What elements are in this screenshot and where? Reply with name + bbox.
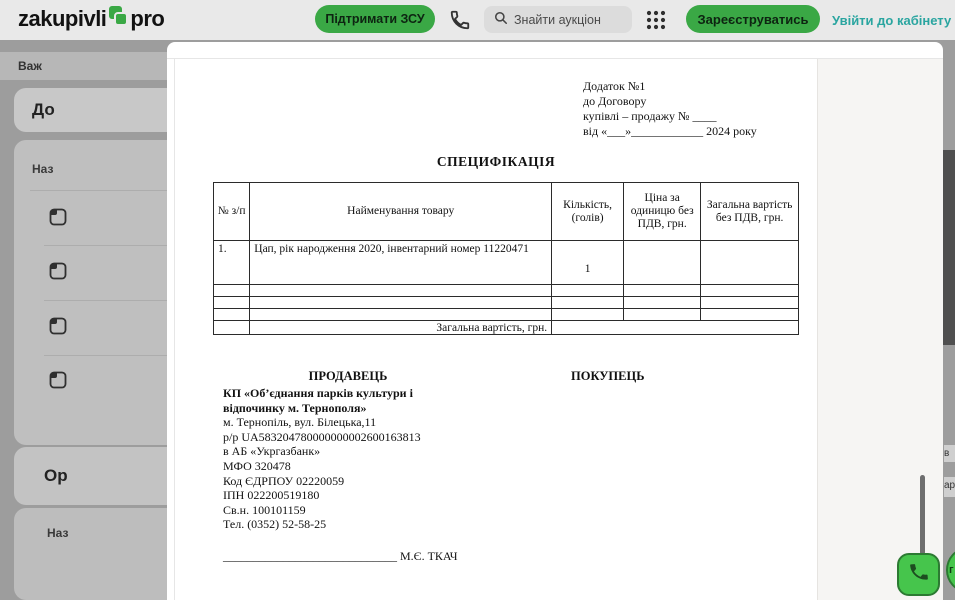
seller-line: м. Тернопіль, вул. Білецька,11: [223, 415, 377, 430]
specification-table: [213, 182, 799, 335]
total-value-cell: [552, 321, 799, 335]
phone-icon[interactable]: [449, 9, 471, 31]
table-row-empty: [214, 309, 799, 321]
cell-price: [624, 241, 701, 285]
documents-title-fragment: До: [32, 100, 55, 119]
cell-total: [701, 241, 799, 285]
edge-chip-fragment: в: [944, 445, 955, 462]
logo-text-left: zakupivli: [18, 6, 107, 31]
file-icon[interactable]: [49, 208, 67, 226]
signature-row: [223, 549, 458, 564]
signature-line: _____________________________: [223, 549, 397, 563]
divider: [44, 355, 167, 356]
annex-line: купівлі – продажу № ____: [583, 109, 717, 123]
handset-icon: [908, 561, 930, 588]
logo-text-right: pro: [130, 6, 165, 31]
file-icon[interactable]: [49, 371, 67, 389]
edge-chip-fragment: ар: [944, 477, 955, 497]
col-header-num: № з/п: [214, 183, 250, 241]
document-page: [174, 59, 817, 600]
callback-phone-button[interactable]: [897, 553, 940, 596]
top-header: [0, 0, 955, 40]
col-header-name: Найменування товару: [250, 183, 552, 241]
seller-name-line: відпочинку м. Тернополя»: [223, 400, 367, 415]
file-icon[interactable]: [49, 317, 67, 335]
documents-column-header: Наз: [32, 162, 54, 176]
organizer-column-header: Наз: [47, 526, 69, 540]
seller-line: в АБ «Укргазбанк»: [223, 444, 321, 459]
divider: [30, 190, 167, 191]
table-total-row: [214, 321, 799, 335]
document-title: СПЕЦИФІКАЦІЯ: [436, 154, 556, 169]
edge-green-widget-fragment[interactable]: г: [946, 548, 955, 592]
col-header-qty: Кількість, (голів): [552, 183, 624, 241]
login-link[interactable]: Увійти до кабінету: [832, 13, 952, 28]
table-row: [214, 241, 799, 285]
divider: [44, 245, 167, 246]
annex-line: Додаток №1: [583, 79, 646, 93]
seller-details: [223, 386, 421, 532]
cell-qty: 1: [552, 241, 624, 285]
table-header-row: [214, 183, 799, 241]
important-banner-label: Важ: [18, 59, 42, 73]
seller-header: ПРОДАВЕЦЬ: [308, 369, 388, 383]
search-icon: [494, 11, 508, 28]
seller-line: Код ЄДРПОУ 02220059: [223, 473, 345, 488]
organizer-title-fragment: Ор: [44, 466, 68, 485]
seller-line: р/р UA583204780000000002600163813: [223, 429, 421, 444]
logo[interactable]: [18, 6, 164, 32]
table-row-empty: [214, 285, 799, 297]
background-dark-fragment: [943, 150, 955, 345]
seller-line: МФО 320478: [223, 458, 291, 473]
logo-icon: [108, 6, 128, 32]
signature-name: М.Є. ТКАЧ: [400, 549, 458, 563]
table-row-empty: [214, 297, 799, 309]
organizer-section-header: [14, 447, 167, 505]
seller-line: Св.н. 100101159: [223, 502, 306, 517]
cell-name: Цап, рік народження 2020, інвентарний номер 11220471: [250, 241, 552, 285]
organizer-list-card: [14, 508, 167, 600]
document-preview-modal: [167, 42, 943, 600]
search-auction-button[interactable]: [484, 6, 632, 33]
seller-line: Тел. (0352) 52-58-25: [223, 517, 327, 532]
annex-header-block: [583, 79, 757, 139]
file-icon[interactable]: [49, 262, 67, 280]
col-header-price: Ціна за одиницю без ПДВ, грн.: [624, 183, 701, 241]
divider: [44, 300, 167, 301]
buyer-header: ПОКУПЕЦЬ: [571, 369, 645, 383]
vertical-scrollbar[interactable]: [920, 475, 925, 555]
register-button[interactable]: Зареєструватись: [686, 5, 820, 33]
total-label: Загальна вартість, грн.: [250, 321, 552, 335]
col-header-total: Загальна вартість без ПДВ, грн.: [701, 183, 799, 241]
search-label: Знайти аукціон: [514, 12, 601, 27]
annex-line: від «___»____________ 2024 року: [583, 124, 757, 138]
seller-line: ІПН 022200519180: [223, 488, 320, 503]
annex-line: до Договору: [583, 94, 647, 108]
seller-name-line: КП «Об’єднання парків культури і: [223, 386, 413, 400]
documents-list-card: [14, 140, 167, 445]
cell-num: 1.: [214, 241, 250, 285]
important-banner-fragment: [0, 52, 167, 80]
support-army-button[interactable]: Підтримати ЗСУ: [315, 5, 435, 33]
apps-grid-icon[interactable]: [646, 10, 666, 30]
documents-section-header: [14, 88, 167, 132]
